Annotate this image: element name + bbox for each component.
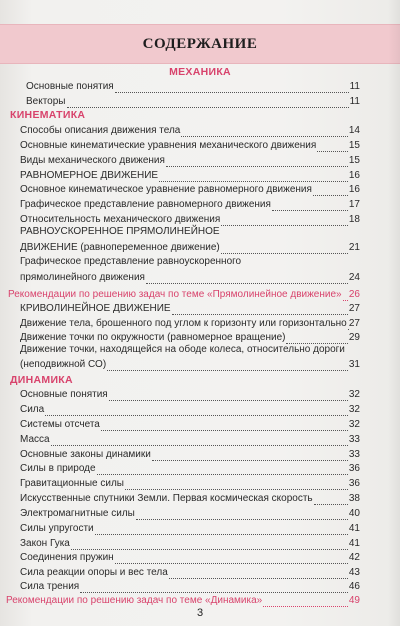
toc-entry[interactable]: Основные кинематические уравнения механического движения 15: [20, 140, 360, 151]
toc-entry[interactable]: Искусственные спутники Земли. Первая космическая скорость 38: [20, 493, 360, 504]
toc-entry[interactable]: Соединения пружин 42: [20, 552, 360, 563]
page-number: 3: [196, 607, 204, 619]
toc-entry[interactable]: КРИВОЛИНЕЙНОЕ ДВИЖЕНИЕ 27: [20, 303, 360, 314]
toc-entry[interactable]: Относительность механического движения 18: [20, 214, 360, 225]
toc-entry[interactable]: Сила трения 46: [20, 581, 360, 592]
toc-entry[interactable]: ДВИЖЕНИЕ (равнопеременное движение) 21: [20, 242, 360, 253]
toc-entry[interactable]: Виды механического движения 15: [20, 155, 360, 166]
toc-entry[interactable]: Движение точки по окружности (равномерное вращение) 29: [20, 332, 360, 343]
toc-entry[interactable]: Закон Гука 41: [20, 538, 360, 549]
section-heading-dynamics: ДИНАМИКА: [10, 374, 73, 386]
toc-entry[interactable]: Графическое представление равномерного движения 17: [20, 199, 360, 210]
toc-entry[interactable]: Основные понятия 32: [20, 389, 360, 400]
page-edge-shadow: [388, 0, 400, 626]
section-heading-mechanics: МЕХАНИКА: [169, 66, 231, 78]
toc-recommendation-kinematics[interactable]: Рекомендации по решению задач по теме «Прямолинейное движение» 26: [8, 289, 360, 300]
page-title: СОДЕРЖАНИЕ: [142, 36, 258, 52]
toc-entry-line1: Движение точки, находящейся на ободе колеса, относительно дороги: [20, 344, 345, 355]
toc-entry[interactable]: Сила 32: [20, 404, 360, 415]
toc-entry[interactable]: Основные законы динамики 33: [20, 449, 360, 460]
toc-entry[interactable]: Сила реакции опоры и вес тела 43: [20, 567, 360, 578]
section-heading-kinematics: КИНЕМАТИКА: [10, 109, 86, 121]
toc-entry[interactable]: Гравитационные силы 36: [20, 478, 360, 489]
toc-entry[interactable]: Основные понятия 11: [26, 81, 360, 92]
toc-entry-line1: РАВНОУСКОРЕННОЕ ПРЯМОЛИНЕЙНОЕ: [20, 226, 220, 237]
toc-entry[interactable]: Силы упругости 41: [20, 523, 360, 534]
toc-entry-line1: Графическое представление равноускоренного: [20, 256, 242, 267]
toc-entry[interactable]: Основное кинематическое уравнение равномерного движения 16: [20, 184, 360, 195]
toc-entry[interactable]: прямолинейного движения 24: [20, 272, 360, 283]
toc-entry[interactable]: Движение тела, брошенного под углом к горизонту или горизонтально 27: [20, 318, 360, 329]
toc-entry[interactable]: Электромагнитные силы 40: [20, 508, 360, 519]
toc-entry[interactable]: Векторы 11: [26, 96, 360, 107]
toc-entry[interactable]: Способы описания движения тела 14: [20, 125, 360, 136]
toc-recommendation-dynamics[interactable]: Рекомендации по решению задач по теме «Динамика» 49: [6, 595, 360, 606]
toc-entry[interactable]: (неподвижной СО) 31: [20, 359, 360, 370]
toc-entry[interactable]: Силы в природе 36: [20, 463, 360, 474]
toc-entry[interactable]: Масса 33: [20, 434, 360, 445]
toc-entry[interactable]: Системы отсчета 32: [20, 419, 360, 430]
toc-entry[interactable]: РАВНОМЕРНОЕ ДВИЖЕНИЕ 16: [20, 170, 360, 181]
